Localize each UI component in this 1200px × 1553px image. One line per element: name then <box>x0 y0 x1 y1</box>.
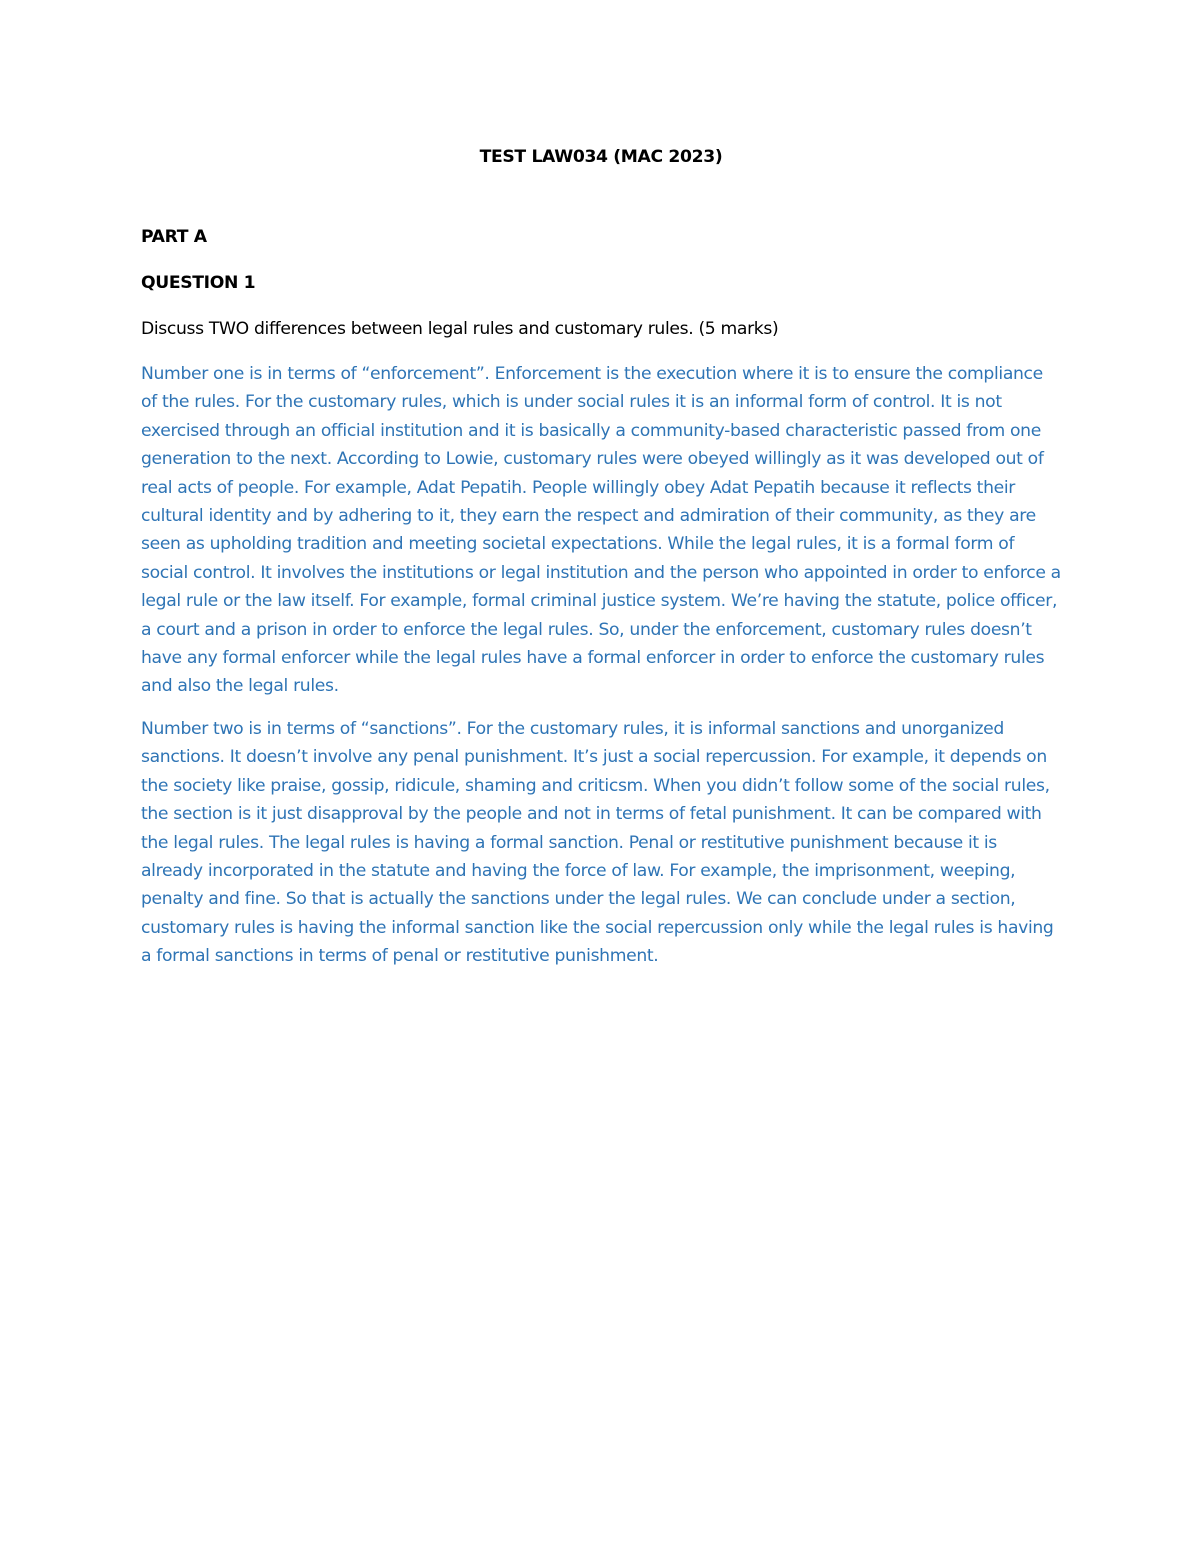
question-text: Discuss TWO differences between legal rules and customary rules. (5 marks) <box>141 319 779 339</box>
answer-paragraph-sanctions: Number two is in terms of “sanctions”. For the customary rules, it is informal sanctions and unorganized sanctions. It doesn’t involve any penal punishment. It’s just a social repercussion. For example, it depends on the society like praise, gossip, ridicule, shaming and criticsm. When you didn’t follow some of the social rules, the section is it just disapproval by the people and not in terms of fetal punishment. It can be compared with the legal rules. The legal rules is having a formal sanction. Penal or restitutive punishment because it is already incorporated in the statute and having the force of law. For example, the imprisonment, weeping, penalty and fine. So that is actually the sanctions under the legal rules. We can conclude under a section, customary rules is having the informal sanction like the social repercussion only while the legal rules is having a formal sanctions in terms of penal or restitutive punishment. <box>141 718 1054 967</box>
answer-paragraph-enforcement: Number one is in terms of “enforcement”. Enforcement is the execution where it is to ensure the compliance of the rules. For the customary rules, which is under social rules it is an informal form of control. It is not exercised through an official institution and it is basically a community-based characteristic passed from one generation to the next. According to Lowie, customary rules were obeyed willingly as it was developed out of real acts of people. For example, Adat Pepatih. People willingly obey Adat Pepatih because it reflects their cultural identity and by adhering to it, they earn the respect and admiration of their community, as they are seen as upholding tradition and meeting societal expectations. While the legal rules, it is a formal form of social control. It involves the institutions or legal institution and the person who appointed in order to enforce a legal rule or the law itself. For example, formal criminal justice system. We’re having the statute, police officer, a court and a prison in order to enforce the legal rules. So, under the enforcement, customary rules doesn’t have any formal enforcer while the legal rules have a formal enforcer in order to enforce the customary rules and also the legal rules. <box>141 364 1061 697</box>
document-title: TEST LAW034 (MAC 2023) <box>479 147 723 167</box>
question-heading: QUESTION 1 <box>141 273 256 293</box>
document-content <box>141 145 1061 971</box>
part-heading: PART A <box>141 227 207 247</box>
